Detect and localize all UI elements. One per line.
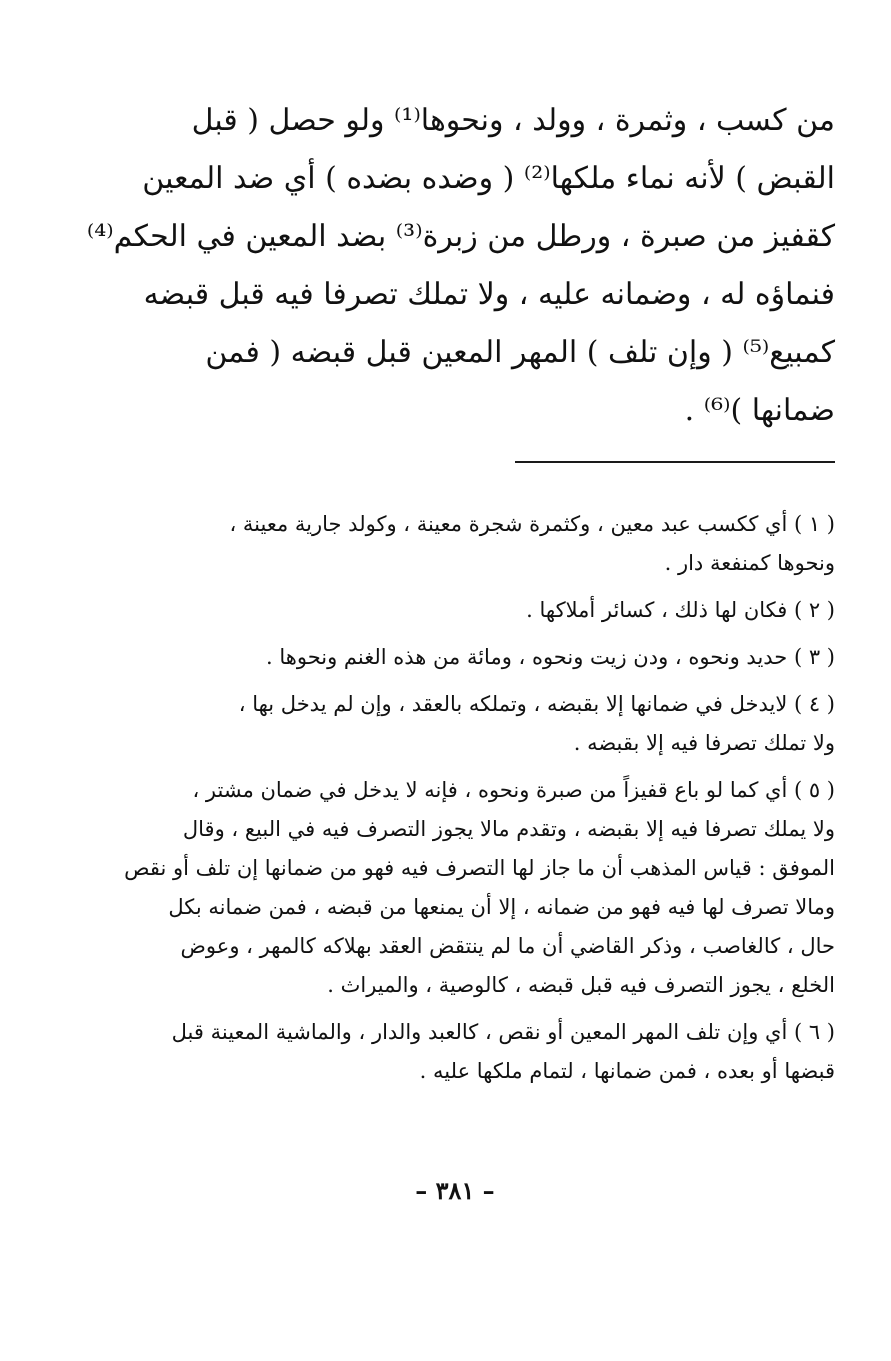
footnote-5 — [100, 771, 835, 1005]
main-text-line: القبض ) لأنه نماء ملكها⁽²⁾ ( وضده بضده ) أي ضد المعين — [142, 161, 835, 196]
footnote-line: ( ١ ) أي ككسب عبد معين ، وكثمرة شجرة معينة ، وكولد جارية معينة ، — [229, 512, 835, 536]
footnote-line: قبضها أو بعده ، فمن ضمانها ، لتمام ملكها عليه . — [419, 1059, 835, 1083]
main-text-line: من كسب ، وثمرة ، وولد ، ونحوها⁽¹⁾ ولو حصل ( قبل — [191, 103, 835, 138]
footnotes-section — [100, 505, 835, 1099]
footnote-2 — [100, 591, 835, 630]
footnote-line: الموفق : قياس المذهب أن ما جاز لها التصرف فيه فهو من ضمانها إن تلف أو نقص — [124, 856, 835, 880]
footnote-4 — [100, 685, 835, 763]
footnote-line: ولا تملك تصرفا فيه إلا بقبضه . — [573, 731, 835, 755]
footnote-line: ومالا تصرف لها فيه فهو من ضمانه ، إلا أن يمنعها من قبضه ، فمن ضمانه بكل — [168, 895, 835, 919]
main-text-line: فنماؤه له ، وضمانه عليه ، ولا تملك تصرفا فيه قبل قبضه — [143, 277, 835, 312]
main-text-line: كقفيز من صبرة ، ورطل من زبرة⁽³⁾ بضد المعين في الحكم⁽⁴⁾ — [86, 219, 835, 254]
main-text-line: ضمانها )⁽⁶⁾ . — [684, 393, 835, 428]
footnote-3 — [100, 638, 835, 677]
footnote-line: ( ٤ ) لايدخل في ضمانها إلا بقبضه ، وتملكه بالعقد ، وإن لم يدخل بها ، — [238, 692, 835, 716]
main-text-block — [86, 92, 835, 440]
footnote-line: الخلع ، يجوز التصرف فيه قبل قبضه ، كالوصية ، والميراث . — [327, 973, 835, 997]
footnote-divider — [515, 461, 835, 463]
footnote-line: ولا يملك تصرفا فيه إلا بقبضه ، وتقدم مالا يجوز التصرف فيه في البيع ، وقال — [182, 817, 835, 841]
footnote-line: ونحوها كمنفعة دار . — [664, 551, 835, 575]
footnote-line: حال ، كالغاصب ، وذكر القاضي أن ما لم ينتقض العقد بهلاكه كالمهر ، وعوض — [180, 934, 835, 958]
footnote-line: ( ٣ ) حديد ونحوه ، ودن زيت ونحوه ، ومائة من هذه الغنم ونحوها . — [266, 645, 835, 669]
page-number: – ٣٨١ – — [415, 1176, 495, 1205]
footnote-line: ( ٥ ) أي كما لو باع قفيزاً من صبرة ونحوه ، فإنه لا يدخل في ضمان مشتر ، — [192, 778, 835, 802]
footnote-1 — [100, 505, 835, 583]
footnote-line: ( ٢ ) فكان لها ذلك ، كسائر أملاكها . — [526, 598, 835, 622]
main-text-line: كمبيع⁽⁵⁾ ( وإن تلف ) المهر المعين قبل قبضه ( فمن — [205, 335, 835, 370]
footnote-line: ( ٦ ) أي وإن تلف المهر المعين أو نقص ، كالعبد والدار ، والماشية المعينة قبل — [171, 1020, 835, 1044]
footnote-6 — [100, 1013, 835, 1091]
